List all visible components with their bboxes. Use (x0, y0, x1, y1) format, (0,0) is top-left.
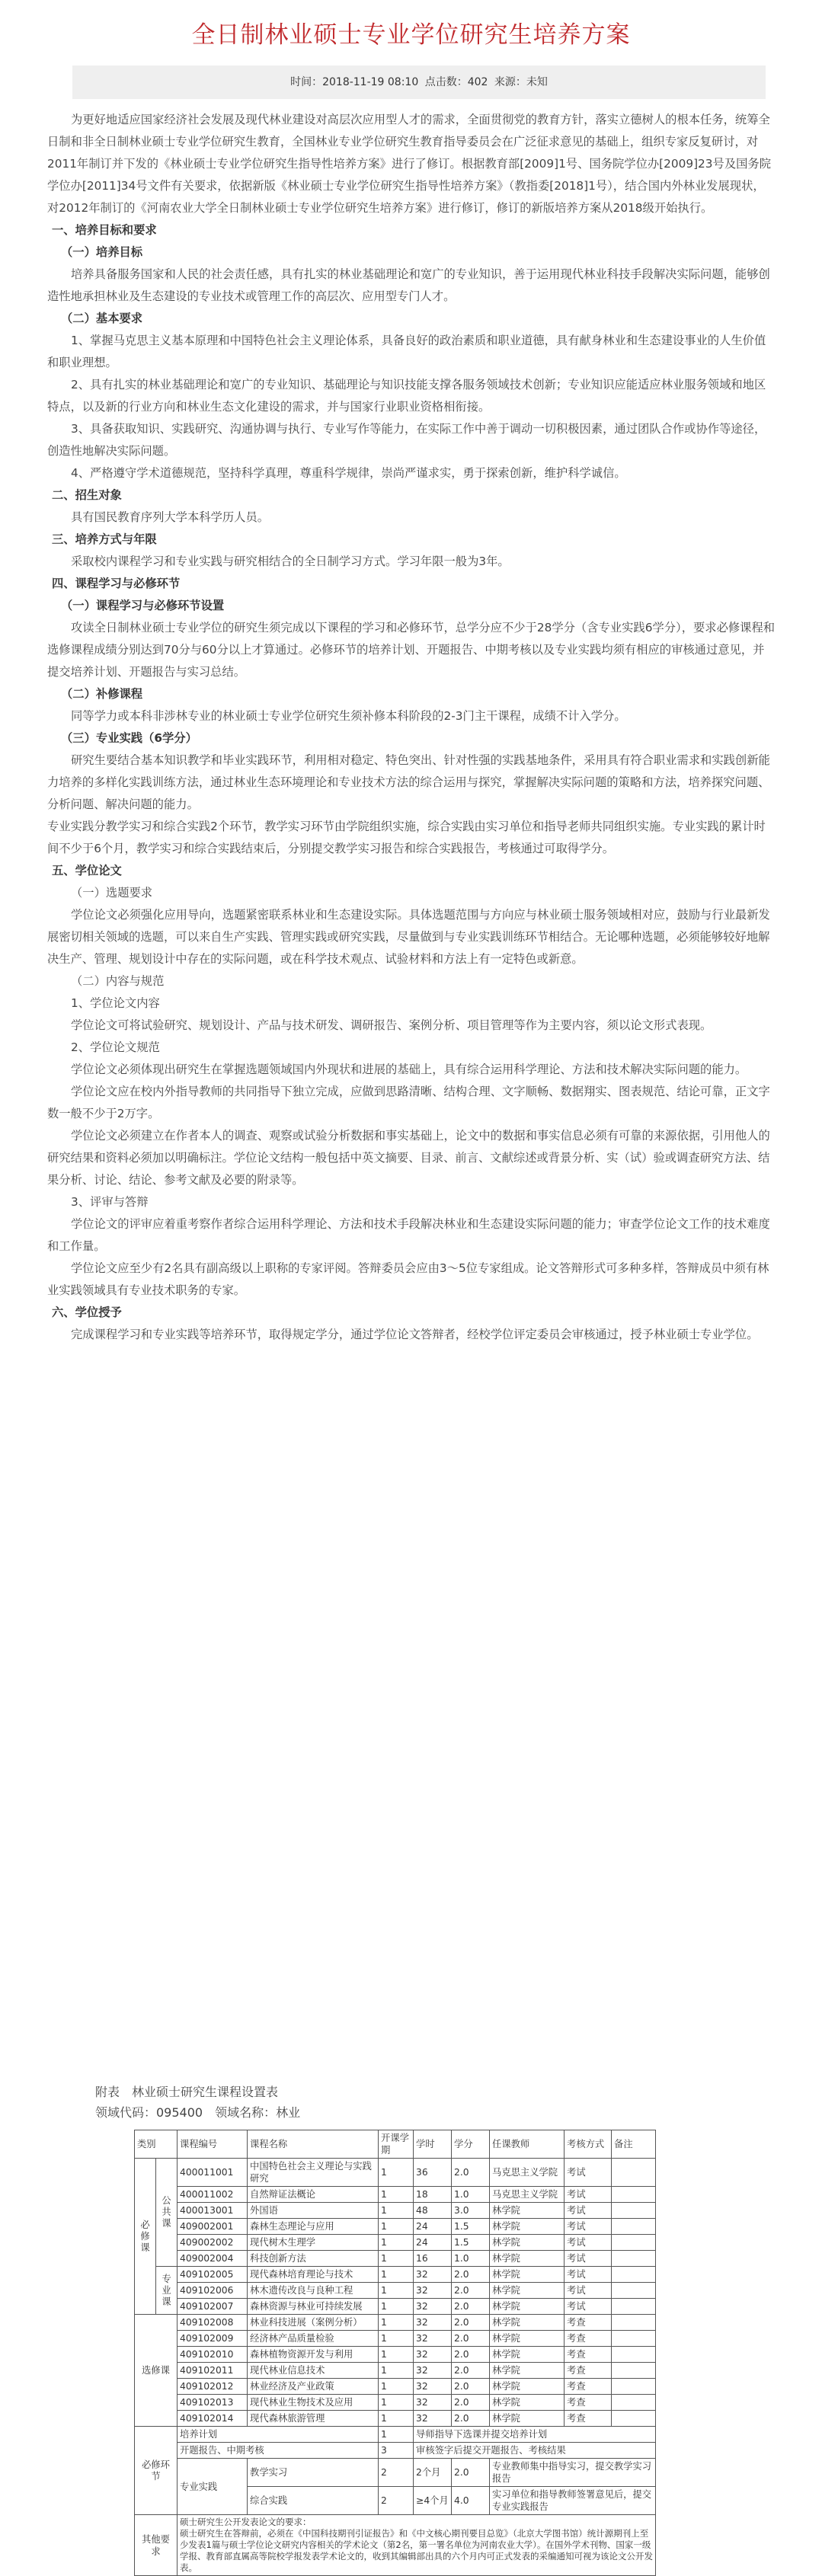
remark-cell (612, 2395, 656, 2411)
appendix-header (95, 2082, 300, 2123)
term-cell: 1 (379, 2203, 414, 2219)
teacher-cell: 林学院 (490, 2235, 565, 2251)
table-row (135, 2363, 709, 2379)
table-row (135, 2187, 709, 2203)
remark-cell (612, 2283, 656, 2299)
hours-cell: 24 (414, 2219, 452, 2235)
term-cell: 1 (379, 2379, 414, 2395)
assessment-cell: 考查 (565, 2347, 612, 2363)
paragraph: 学位论文可将试验研究、规划设计、产品与技术研发、调研报告、案例分析、项目管理等作为主要内容，须以论文形式表现。 (71, 1018, 712, 1032)
course-name-cell: 现代森林旅游管理 (248, 2411, 379, 2427)
practice-item-cell: 综合实践 (248, 2487, 379, 2515)
subsection-heading: （二）内容与规范 (71, 974, 165, 988)
header-cell: 学时 (414, 2130, 452, 2159)
teacher-cell: 林学院 (490, 2379, 565, 2395)
hours-cell: 32 (414, 2283, 452, 2299)
credit-cell: 2.0 (452, 2395, 490, 2411)
term-cell: 1 (379, 2235, 414, 2251)
course-name-cell: 现代森林培育理论与技术 (248, 2267, 379, 2283)
paragraph: 2、具有扎实的林业基础理论和宽广的专业知识、基础理论与知识技能支撑各服务领域技术创新；专业知识应能适应林业服务领域和地区特点，以及新的行业方向和林业生态文化建设的需求，并与国家行业职业资格相衔接。 (47, 378, 766, 414)
credit-cell: 1.5 (452, 2219, 490, 2235)
paragraph: 学位论文应至少有2名具有副高级以上职称的专家评阅。答辩委员会应由3～5位专家组成。论文答辩形式可多种多样，答辩成员中须有林业实践领域具有专业技术职务的专家。 (47, 1261, 769, 1297)
paragraph: 研究生要结合基本知识教学和毕业实践环节，利用相对稳定、特色突出、针对性强的实践基地条件，采用具有符合职业需求和实践创新能力培养的多样化实践训练方法，通过林业生态环境理论和专业技术方法的综合运用与探究，掌握解决实际问题的策略和方法，培养探究问题、分析问题、解决问题的能力。 (47, 753, 770, 811)
term-cell: 1 (379, 2187, 414, 2203)
section-heading: 四、课程学习与必修环节 (52, 577, 181, 590)
category-cell: 其他要求 (135, 2515, 178, 2576)
hours-cell: 32 (414, 2315, 452, 2331)
course-name-cell: 林木遗传改良与良种工程 (248, 2283, 379, 2299)
table-row (135, 2203, 709, 2219)
course-name-cell: 科技创新方法 (248, 2251, 379, 2267)
section-heading: 五、学位论文 (52, 864, 122, 877)
subsection-heading: 2、学位论文规范 (71, 1040, 160, 1054)
course-name-cell: 森林生态理论与应用 (248, 2219, 379, 2235)
table-row (135, 2251, 709, 2267)
table-row (135, 2331, 709, 2347)
assessment-cell: 考试 (565, 2267, 612, 2283)
course-code-cell: 400011001 (178, 2159, 248, 2187)
term-cell: 1 (379, 2411, 414, 2427)
assessment-cell: 考试 (565, 2283, 612, 2299)
hours-cell: 32 (414, 2363, 452, 2379)
hours-cell: 32 (414, 2411, 452, 2427)
teacher-cell: 林学院 (490, 2315, 565, 2331)
paragraph: 学位论文必须强化应用导向，选题紧密联系林业和生态建设实际。具体选题范围与方向应与林业硕士服务领域相对应，鼓励与行业最新发展密切相关领域的选题，可以来自生产实践、管理实践或研究实践，尽量做到与专业实践训练环节相结合。无论哪种选题，必须能够较好地解决生产、管理、规划设计中存在的实际问题，或在科学技术观点、试验材料和方法上有一定特色或新意。 (47, 908, 770, 966)
credit-cell: 2.0 (452, 2315, 490, 2331)
course-name-cell: 林业科技进展（案例分析） (248, 2315, 379, 2331)
link-note-cell: 专业教师集中指导实习，提交教学实习报告 (490, 2459, 656, 2487)
assessment-cell: 考查 (565, 2363, 612, 2379)
header-cell: 课程编号 (178, 2130, 248, 2159)
term-cell: 1 (379, 2159, 414, 2187)
table-row (135, 2515, 709, 2576)
table-row (135, 2299, 709, 2315)
term-cell: 1 (379, 2251, 414, 2267)
paragraph: 专业实践分教学实习和综合实践2个环节，教学实习环节由学院组织实施，综合实践由实习单位和指导老师共同组织实施。专业实践的累计时间不少于6个月，教学实习和综合实践结束后，分别提交教学实习报告和综合实践报告，考核通过可取得学分。 (47, 820, 766, 855)
paragraph: 同等学力或本科非涉林专业的林业硕士专业学位研究生须补修本科阶段的2-3门主干课程，成绩不计入学分。 (71, 709, 626, 723)
term-cell: 2 (379, 2459, 414, 2487)
source-label: 来源：未知 (494, 76, 548, 88)
course-table (134, 2130, 709, 2576)
other-requirements-cell: 硕士研究生公开发表论文的要求： 硕士研究生在答辩前，必须在《中国科技期刊引证报告》和《中文核心期刊要目总览》（北京大学图书馆）统计源期刊上至少发表1篇与硕士学位论文研究内容相关的学术论文（第2名，第一署名单位为河南农业大学）。在国外学术刊物、国家一级学报、教育部直属高等院校学报发表学术论文的，收到其编辑部出具的六个月内可正式发表的采编通知可视为该论文公开发表。 (178, 2515, 656, 2576)
teacher-cell: 林学院 (490, 2331, 565, 2347)
hours-cell: 48 (414, 2203, 452, 2219)
teacher-cell: 马克思主义学院 (490, 2187, 565, 2203)
assessment-cell: 考试 (565, 2187, 612, 2203)
course-name-cell: 林业经济及产业政策 (248, 2379, 379, 2395)
credit-cell: 2.0 (452, 2347, 490, 2363)
table-row (135, 2219, 709, 2235)
paragraph: 攻读全日制林业硕士专业学位的研究生须完成以下课程的学习和必修环节，总学分应不少于28学分（含专业实践6学分），要求必修课程和选修课程成绩分别达到70分与60分以上才算通过。必修环节的培养计划、开题报告、中期考核以及专业实践均须有相应的审核通过意见，并提交培养计划、开题报告与实习总结。 (47, 621, 776, 679)
table-row (135, 2283, 709, 2299)
table-row (135, 2427, 709, 2443)
course-code-cell: 409102013 (178, 2395, 248, 2411)
credit-cell: 2.0 (452, 2363, 490, 2379)
course-table-wrapper (134, 2130, 708, 2576)
teacher-cell: 林学院 (490, 2299, 565, 2315)
teacher-cell: 马克思主义学院 (490, 2159, 565, 2187)
hours-cell: 16 (414, 2251, 452, 2267)
appendix-title: 附表 林业硕士研究生课程设置表 (95, 2085, 279, 2099)
term-cell: 1 (379, 2395, 414, 2411)
article-meta-bar (72, 66, 766, 99)
assessment-cell: 考试 (565, 2299, 612, 2315)
table-row (135, 2379, 709, 2395)
subsection-heading: （一）课程学习与必修环节设置 (61, 599, 225, 612)
table-row (135, 2459, 709, 2487)
hours-cell: 32 (414, 2299, 452, 2315)
course-code-cell: 409102009 (178, 2331, 248, 2347)
term-cell: 1 (379, 2347, 414, 2363)
remark-cell (612, 2187, 656, 2203)
hours-cell: 32 (414, 2347, 452, 2363)
header-cell: 考核方式 (565, 2130, 612, 2159)
remark-cell (612, 2411, 656, 2427)
credit-cell: 1.0 (452, 2251, 490, 2267)
subsection-heading: （二）基本要求 (61, 312, 143, 325)
assessment-cell: 考试 (565, 2235, 612, 2251)
remark-cell (612, 2219, 656, 2235)
teacher-cell: 林学院 (490, 2219, 565, 2235)
teacher-cell: 林学院 (490, 2363, 565, 2379)
header-cell: 学分 (452, 2130, 490, 2159)
hours-cell: 2个月 (414, 2459, 452, 2487)
table-row (135, 2267, 709, 2283)
paragraph: 具有国民教育序列大学本科学历人员。 (71, 510, 270, 524)
teacher-cell: 林学院 (490, 2203, 565, 2219)
table-row (135, 2159, 709, 2187)
remark-cell (612, 2347, 656, 2363)
hours-cell: 18 (414, 2187, 452, 2203)
credit-cell: 2.0 (452, 2267, 490, 2283)
remark-cell (612, 2331, 656, 2347)
subsection-heading: （一）选题要求 (71, 886, 153, 900)
header-cell: 任课教师 (490, 2130, 565, 2159)
assessment-cell: 考查 (565, 2315, 612, 2331)
remark-cell (612, 2267, 656, 2283)
term-cell: 3 (379, 2443, 414, 2459)
article-body (47, 109, 776, 1346)
category-cell: 必修课 (135, 2159, 156, 2315)
paragraph: 学位论文应在校内外指导教师的共同指导下独立完成，应做到思路清晰、结构合理、文字顺畅、数据翔实、图表规范、结论可靠，正文字数一般不少于2万字。 (47, 1085, 770, 1120)
course-code-cell: 409102005 (178, 2267, 248, 2283)
paragraph: 学位论文必须建立在作者本人的调查、观察或试验分析数据和事实基础上，论文中的数据和事实信息必须有可靠的来源依据，引用他人的研究结果和资料必须加以明确标注。学位论文结构一般包括中英文摘要、目录、前言、文献综述或背景分析、实（试）验或调查研究方法、结果分析、讨论、结论、参考文献及必要的附录等。 (47, 1129, 770, 1187)
term-cell: 1 (379, 2299, 414, 2315)
link-note-cell: 实习单位和指导教师签署意见后，提交专业实践报告 (490, 2487, 656, 2515)
paragraph: 采取校内课程学习和专业实践与研究相结合的全日制学习方式。学习年限一般为3年。 (71, 555, 510, 568)
category-cell: 必修环节 (135, 2427, 178, 2515)
hours-cell: 36 (414, 2159, 452, 2187)
course-code-cell: 400011002 (178, 2187, 248, 2203)
table-row (135, 2347, 709, 2363)
credit-cell: 2.0 (452, 2159, 490, 2187)
paragraph: 1、掌握马克思主义基本原理和中国特色社会主义理论体系，具备良好的政治素质和职业道德，具有献身林业和生态建设事业的人生价值和职业理想。 (47, 334, 766, 369)
credit-cell: 2.0 (452, 2411, 490, 2427)
course-name-cell: 外国语 (248, 2203, 379, 2219)
section-heading: 一、培养目标和要求 (52, 223, 157, 237)
assessment-cell: 考查 (565, 2379, 612, 2395)
subsection-heading: 1、学位论文内容 (71, 996, 160, 1010)
hours-cell: 24 (414, 2235, 452, 2251)
teacher-cell: 林学院 (490, 2267, 565, 2283)
teacher-cell: 林学院 (490, 2347, 565, 2363)
click-count: 点击数：402 (424, 76, 488, 88)
link-name-cell: 开题报告、中期考核 (178, 2443, 379, 2459)
teacher-cell: 林学院 (490, 2283, 565, 2299)
link-name-cell: 专业实践 (178, 2459, 248, 2515)
course-code-cell: 409102006 (178, 2283, 248, 2299)
course-code-cell: 409102007 (178, 2299, 248, 2315)
credit-cell: 2.0 (452, 2283, 490, 2299)
page-title: 全日制林业硕士专业学位研究生培养方案 (191, 21, 631, 49)
course-name-cell: 现代林业信息技术 (248, 2363, 379, 2379)
link-note-cell: 导师指导下选课并提交培养计划 (414, 2427, 656, 2443)
credit-cell: 2.0 (452, 2459, 490, 2487)
term-cell: 1 (379, 2315, 414, 2331)
course-code-cell: 400013001 (178, 2203, 248, 2219)
course-code-cell: 409102008 (178, 2315, 248, 2331)
hours-cell: 32 (414, 2395, 452, 2411)
course-code-cell: 409102011 (178, 2363, 248, 2379)
remark-cell (612, 2379, 656, 2395)
assessment-cell: 考试 (565, 2159, 612, 2187)
subcategory-cell: 专业课 (156, 2267, 178, 2315)
subsection-heading: （三）专业实践（6学分） (61, 731, 197, 745)
term-cell: 1 (379, 2427, 414, 2443)
hours-cell: 32 (414, 2379, 452, 2395)
credit-cell: 3.0 (452, 2203, 490, 2219)
category-cell: 选修课 (135, 2315, 178, 2427)
teacher-cell: 林学院 (490, 2395, 565, 2411)
course-code-cell: 409102010 (178, 2347, 248, 2363)
course-code-cell: 409002002 (178, 2235, 248, 2251)
remark-cell (612, 2315, 656, 2331)
intro-paragraph: 为更好地适应国家经济社会发展及现代林业建设对高层次应用型人才的需求，全面贯彻党的教育方针，落实立德树人的根本任务，统筹全日制和非全日制林业硕士专业学位研究生教育，全国林业专业学位研究生教育指导委员会在广泛征求意见的基础上，组织专家反复研讨，对2011年制订并下发的《林业硕士专业学位研究生指导性培养方案》进行了修订。根据教育部[2009]1号、国务院学位办[2009]23号及国务院学位办[2011]34号文件有关要求，依据新版《林业硕士专业学位研究生指导性培养方案》（教指委[2018]1号），结合国内外林业发展现状，对2012年制订的《河南农业大学全日制林业硕士专业学位研究生培养方案》进行修订，修订的新版培养方案从2018级开始执行。 (47, 113, 772, 215)
credit-cell: 1.5 (452, 2235, 490, 2251)
subsection-heading: （二）补修课程 (61, 687, 143, 701)
paragraph: 3、具备获取知识、实践研究、沟通协调与执行、专业写作等能力，在实际工作中善于调动一切积极因素，通过团队合作或协作等途径，创造性地解决实际问题。 (47, 422, 766, 458)
remark-cell (612, 2159, 656, 2187)
table-row (135, 2411, 709, 2427)
table-header-row (135, 2130, 709, 2159)
course-name-cell: 现代林业生物技术及应用 (248, 2395, 379, 2411)
hours-cell: 32 (414, 2331, 452, 2347)
assessment-cell: 考查 (565, 2411, 612, 2427)
paragraph: 培养具备服务国家和人民的社会责任感，具有扎实的林业基础理论和宽广的专业知识，善于运用现代林业科技手段解决实际问题，能够创造性地承担林业及生态建设的专业技术或管理工作的高层次、应用型专门人才。 (47, 267, 770, 303)
assessment-cell: 考试 (565, 2251, 612, 2267)
remark-cell (612, 2235, 656, 2251)
remark-cell (612, 2299, 656, 2315)
table-row (135, 2395, 709, 2411)
assessment-cell: 考查 (565, 2395, 612, 2411)
teacher-cell: 林学院 (490, 2411, 565, 2427)
header-cell: 类别 (135, 2130, 178, 2159)
term-cell: 1 (379, 2219, 414, 2235)
course-code-cell: 409102014 (178, 2411, 248, 2427)
term-cell: 2 (379, 2487, 414, 2515)
table-row (135, 2315, 709, 2331)
section-heading: 三、培养方式与年限 (52, 532, 157, 546)
paragraph: 学位论文必须体现出研究生在掌握选题领域国内外现状和进展的基础上，具有综合运用科学理论、方法和技术解决实际问题的能力。 (71, 1063, 747, 1076)
term-cell: 1 (379, 2363, 414, 2379)
remark-cell (612, 2203, 656, 2219)
credit-cell: 2.0 (452, 2331, 490, 2347)
hours-cell: ≥4个月 (414, 2487, 452, 2515)
course-code-cell: 409002004 (178, 2251, 248, 2267)
paragraph: 学位论文的评审应着重考察作者综合运用科学理论、方法和技术手段解决林业和生态建设实际问题的能力；审查学位论文工作的技术难度和工作量。 (47, 1217, 770, 1253)
header-cell: 备注 (612, 2130, 656, 2159)
subsection-heading: （一）培养目标 (61, 245, 143, 259)
field-code: 领域代码：095400 领域名称：林业 (95, 2105, 301, 2120)
subsection-heading: 3、评审与答辩 (71, 1195, 149, 1209)
course-name-cell: 森林植物资源开发与利用 (248, 2347, 379, 2363)
section-heading: 二、招生对象 (52, 488, 122, 502)
term-cell: 1 (379, 2331, 414, 2347)
section-heading: 六、学位授予 (52, 1306, 122, 1319)
course-code-cell: 409002001 (178, 2219, 248, 2235)
course-name-cell: 现代树木生理学 (248, 2235, 379, 2251)
course-name-cell: 自然辩证法概论 (248, 2187, 379, 2203)
term-cell: 1 (379, 2283, 414, 2299)
course-name-cell: 中国特色社会主义理论与实践研究 (248, 2159, 379, 2187)
credit-cell: 2.0 (452, 2299, 490, 2315)
table-row (135, 2235, 709, 2251)
header-cell: 课程名称 (248, 2130, 379, 2159)
assessment-cell: 考查 (565, 2331, 612, 2347)
link-note-cell: 审核签字后提交开题报告、考核结果 (414, 2443, 656, 2459)
remark-cell (612, 2363, 656, 2379)
credit-cell: 2.0 (452, 2379, 490, 2395)
course-name-cell: 经济林产品质量检验 (248, 2331, 379, 2347)
header-cell: 开课学期 (379, 2130, 414, 2159)
course-name-cell: 森林资源与林业可持续发展 (248, 2299, 379, 2315)
link-name-cell: 培养计划 (178, 2427, 379, 2443)
term-cell: 1 (379, 2267, 414, 2283)
remark-cell (612, 2251, 656, 2267)
paragraph: 完成课程学习和专业实践等培养环节，取得规定学分，通过学位论文答辩者，经校学位评定委员会审核通过，授予林业硕士专业学位。 (71, 1328, 759, 1341)
publish-time: 时间：2018-11-19 08:10 (290, 76, 419, 88)
teacher-cell: 林学院 (490, 2251, 565, 2267)
table-row (135, 2443, 709, 2459)
practice-item-cell: 教学实习 (248, 2459, 379, 2487)
assessment-cell: 考试 (565, 2219, 612, 2235)
credit-cell: 4.0 (452, 2487, 490, 2515)
subcategory-cell: 公共课 (156, 2159, 178, 2267)
paragraph: 4、严格遵守学术道德规范，坚持科学真理，尊重科学规律，崇尚严谨求实，勇于探索创新，维护科学诚信。 (71, 466, 626, 480)
hours-cell: 32 (414, 2267, 452, 2283)
credit-cell: 1.0 (452, 2187, 490, 2203)
course-code-cell: 409102012 (178, 2379, 248, 2395)
assessment-cell: 考试 (565, 2203, 612, 2219)
